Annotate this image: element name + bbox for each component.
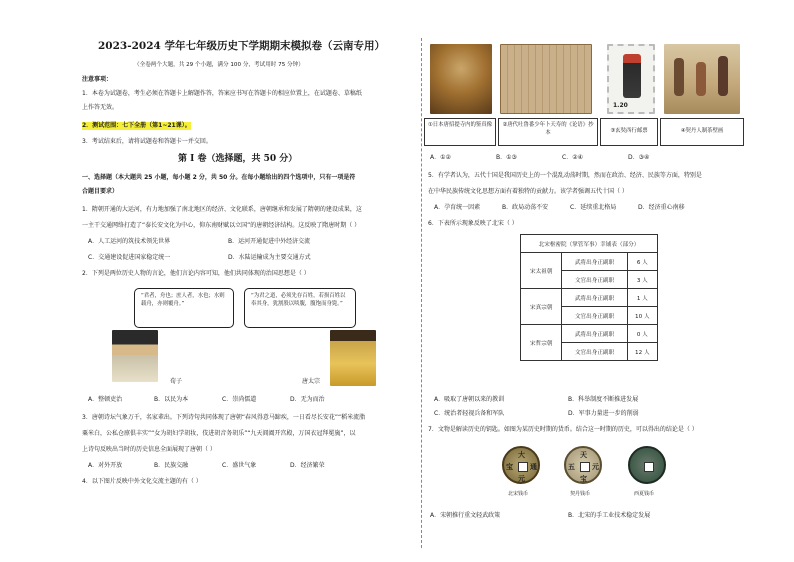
q4-option-c[interactable]: C．②④ <box>562 154 583 161</box>
q3-option-a[interactable]: A．对外开放 <box>88 462 123 469</box>
q3-option-d[interactable]: D．经济繁荣 <box>290 462 325 469</box>
q2-option-c[interactable]: C．崇尚儒道 <box>222 396 257 403</box>
q4-caption-1: ①日本唐招提寺内的鉴真像 <box>424 118 496 146</box>
q6-row1-a-label: 武将出身正副职 <box>562 253 627 271</box>
q6-row3-b-label: 文官出身正副职 <box>562 343 627 361</box>
q1-stem-b: 一主干交通网络打造了“泰长安文化为中心，仰东南财赋以立国”的唐朝经济结构。这反映了隋唐时期（ ） <box>82 222 361 229</box>
northern-song-coin-image: 大 通 元 宝 <box>502 446 540 484</box>
q4-caption-4: ④契丹人制茶壁画 <box>660 118 744 146</box>
q5-option-a[interactable]: A．孕育统一因素 <box>434 204 481 211</box>
q2-option-d[interactable]: D．无为而治 <box>290 396 325 403</box>
xunzi-portrait-image <box>112 330 158 382</box>
q4-caption-3: ③玄奘西行邮票 <box>600 118 658 146</box>
q2-label-xunzi: 荀子 <box>170 378 183 385</box>
q3-stem-a: 3．唐朝诗坛气象万千，名家辈出。下列诗句共同体现了唐朝“春风得意马蹄疾，一日看尽长安花”“稻米流脂 <box>82 414 366 421</box>
q3-stem-c: 上诗句反映出当时的历史信息全面展现了唐朝（ ） <box>82 446 216 453</box>
q4-option-a[interactable]: A．①② <box>430 154 451 161</box>
q1-option-c[interactable]: C．交通建设促进国家稳定统一 <box>88 254 171 261</box>
notes-heading: 注意事项： <box>82 76 113 83</box>
q4-option-d[interactable]: D．③④ <box>628 154 650 161</box>
q2-stem: 2．下列是两位历史人物的言论，他们言论内容可知，他们共同体现的治国思想是（ ） <box>82 270 310 277</box>
q3-option-c[interactable]: C．盛世气象 <box>222 462 257 469</box>
q3-option-b[interactable]: B．民族交融 <box>154 462 189 469</box>
q6-row3-emperor: 宋哲宗朝 <box>521 325 562 361</box>
q7-stem: 7．文物是解读历史的钥匙。如图为某历史时期的货币。结合这一时期的历史，可以得出的结论是（ ） <box>428 426 698 433</box>
q6-row3-b-val: 12 人 <box>627 343 657 361</box>
note-1b: 上作答无效。 <box>82 104 119 111</box>
note-1a: 1．本卷为试题卷，考生必须在答题卡上解题作答，答案应书写在答题卡的相应位置上，在试题卷、草稿纸 <box>82 90 362 97</box>
khitan-coin-image: 天 元 宝 五 <box>564 446 602 484</box>
q6-row1-b-val: 3 人 <box>627 271 657 289</box>
q6-row3-a-label: 武将出身正副职 <box>562 325 627 343</box>
note-3: 3．考试结束后，请将试题卷和答题卡一并交回。 <box>82 138 212 145</box>
q5-option-c[interactable]: C．延续重北格局 <box>570 204 617 211</box>
q2-option-b[interactable]: B．以民为本 <box>154 396 189 403</box>
q2-quote-xunzi: “君者，舟也；庶人者，水也；水则载舟，亦则覆舟。” <box>134 288 234 328</box>
coin1-label: 北宋钱币 <box>508 491 529 497</box>
q6-row2-a-label: 武将出身正副职 <box>562 289 627 307</box>
part1-intro-b: 合题目要求） <box>82 188 119 195</box>
q6-table-title: 北宋枢密院（掌管军事）幸铺表（部分） <box>521 235 658 253</box>
q7-option-a[interactable]: A．宋朝推行重文轻武政策 <box>430 512 501 519</box>
q2-quote-taizong: “为君之道，必须先存百姓，若损百姓以奉其身，犹割股以啖腹，腹饱而身毙。” <box>244 288 356 328</box>
q6-option-a[interactable]: A．吸取了唐朝以来的教训 <box>434 396 505 403</box>
q6-row2-a-val: 1 人 <box>627 289 657 307</box>
q6-row1-b-label: 文官出身正副职 <box>562 271 627 289</box>
q6-option-c[interactable]: C．统治者轻视兵备和军队 <box>434 410 505 417</box>
table-row <box>521 325 658 343</box>
q6-option-d[interactable]: D．军事力量进一步的削弱 <box>568 410 639 417</box>
q2-option-a[interactable]: A．整顿吏治 <box>88 396 123 403</box>
q1-option-b[interactable]: B．运河开通促进中外经济交流 <box>228 238 311 245</box>
exam-subtitle: （全卷两个大题，共 29 个小题，满分 100 分，考试用时 75 分钟） <box>134 62 304 68</box>
analects-manuscript-image <box>500 44 592 114</box>
q2-label-taizong: 唐太宗 <box>302 378 321 385</box>
q1-stem-a: 1．隋朝开通的大运河，有力地加强了南北地区的经济、文化联系，唐朝继承和发展了隋朝的建设成果，这 <box>82 206 362 213</box>
jianzhen-statue-image <box>430 44 492 114</box>
column-divider <box>421 38 422 548</box>
q5-stem-b: 在中华民族传统文化思想方面有着独特的贡献力。该学者强调五代十国（ ） <box>428 188 628 195</box>
q6-row1-a-val: 6 人 <box>627 253 657 271</box>
western-xia-coin-image <box>628 446 666 484</box>
taizong-portrait-image <box>330 330 376 386</box>
note-2-highlight: 2．测试范围：七下全册（第1~21课）。 <box>82 122 191 129</box>
table-row <box>521 253 658 271</box>
q4-option-b[interactable]: B．①③ <box>496 154 517 161</box>
part1-heading: 第 I 卷（选择题，共 50 分） <box>178 154 298 164</box>
coin3-label: 西夏钱币 <box>634 491 655 497</box>
q6-row1-emperor: 宋太祖朝 <box>521 253 562 289</box>
q6-row3-a-val: 0 人 <box>627 325 657 343</box>
page-title: 2023-2024 学年七年级历史下学期期末模拟卷（云南专用） <box>98 40 385 52</box>
q4-stem: 4．以下图片反映中外文化交流主题的有（ ） <box>82 478 202 485</box>
part1-intro-a: 一、选择题（本大题共 25 小题，每小题 2 分，共 50 分。在每小题给出的四个选项中，只有一项是符 <box>82 174 356 181</box>
q5-option-b[interactable]: B．政局动荡不安 <box>502 204 549 211</box>
q6-table <box>520 234 658 361</box>
q3-stem-b: 粟米白，公私仓廪俱丰实”“女为胡妇学胡妆，伎进胡音务胡乐”“九天阊阖开宫殿，万国衣冠拜冕旒”，以 <box>82 430 356 437</box>
table-row <box>521 289 658 307</box>
q7-option-b[interactable]: B．北宋的手工业技术稳定发展 <box>568 512 651 519</box>
q6-row2-b-val: 10 人 <box>627 307 657 325</box>
q4-caption-2: ②唐代吐鲁番少年卜天寿的《论语》抄本 <box>498 118 598 146</box>
xuanzang-stamp-image: 1.20 <box>607 44 655 114</box>
q1-option-a[interactable]: A．人工运河的筑技术领先世界 <box>88 238 171 245</box>
q6-row2-b-label: 文官出身正副职 <box>562 307 627 325</box>
q5-stem-a: 5．有学者认为，五代十国是我国历史上的一个混乱动荡时期，然而在政治、经济、民族等方面，特别是 <box>428 172 702 179</box>
coin2-label: 契丹钱币 <box>570 491 591 497</box>
q5-option-d[interactable]: D．经济重心南移 <box>638 204 685 211</box>
q6-stem: 6．下表所示现象反映了北宋（ ） <box>428 220 518 227</box>
khitan-tea-mural-image <box>664 44 740 114</box>
q1-option-d[interactable]: D．水陆运输成为主要交通方式 <box>228 254 311 261</box>
q6-option-b[interactable]: B．科举制度不断推进发展 <box>568 396 639 403</box>
q6-row2-emperor: 宋真宗朝 <box>521 289 562 325</box>
